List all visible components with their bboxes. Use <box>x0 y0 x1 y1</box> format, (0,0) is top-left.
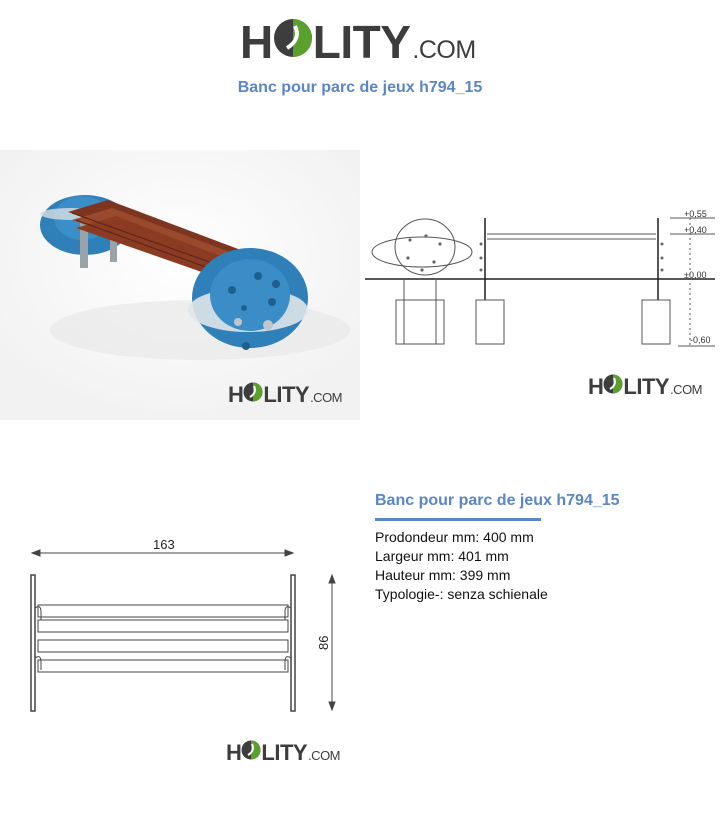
logo-letter-h: H <box>228 382 244 407</box>
spec-item-height: Hauteur mm: 399 mm <box>375 567 511 583</box>
logo-letters: LITY <box>312 16 411 68</box>
logo-circle-icon <box>603 374 623 394</box>
logo-letter-h: H <box>226 740 242 765</box>
product-photo <box>0 150 360 420</box>
level-label: +0,40 <box>684 225 707 235</box>
logo-letters: LITY <box>263 382 310 407</box>
bottom-watermark-logo <box>226 740 340 767</box>
depth-dimension-label: 86 <box>316 635 331 650</box>
page-title: Banc pour parc de jeux h794_15 <box>237 79 483 96</box>
logo-letters: LITY <box>261 740 308 765</box>
level-label: ±0,00 <box>684 270 707 280</box>
logo-suffix: .COM <box>308 748 341 763</box>
width-dimension-label: 163 <box>153 537 175 552</box>
spec-list <box>375 528 548 604</box>
logo-suffix: .COM <box>412 36 476 64</box>
logo-letter-h: H <box>588 374 604 399</box>
drawing-watermark-logo <box>588 374 702 401</box>
side-elevation-drawing <box>360 200 720 360</box>
logo-circle-icon <box>273 18 313 58</box>
logo-circle-icon <box>241 740 261 760</box>
logo-suffix: .COM <box>670 382 703 397</box>
spec-item-type: Typologie-: senza schienale <box>375 586 548 602</box>
logo-letter-h: H <box>240 16 273 68</box>
level-label: +0,55 <box>684 209 707 219</box>
spec-item-width: Largeur mm: 401 mm <box>375 548 509 564</box>
photo-watermark-logo <box>228 382 342 409</box>
level-label: -0,60 <box>690 335 711 345</box>
spec-title: Banc pour parc de jeux h794_15 <box>375 492 620 509</box>
top-plan-drawing <box>20 530 350 720</box>
logo-letters: LITY <box>623 374 670 399</box>
brand-logo[interactable] <box>240 18 476 73</box>
spec-title-underline <box>375 518 541 521</box>
logo-suffix: .COM <box>310 390 343 405</box>
spec-item-depth: Prodondeur mm: 400 mm <box>375 529 534 545</box>
logo-circle-icon <box>243 382 263 402</box>
